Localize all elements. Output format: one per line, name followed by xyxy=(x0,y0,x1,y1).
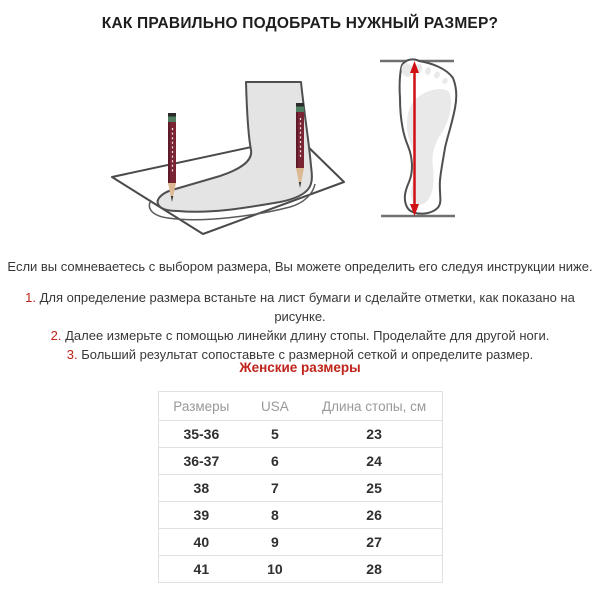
intro-text: Если вы сомневаетесь с выбором размера, Вы можете определить его следуя инструкции ниже. xyxy=(7,259,593,274)
table-row xyxy=(159,529,443,556)
cell-size: 40 xyxy=(159,529,244,556)
instruction-number: 2. xyxy=(50,328,62,343)
cell-size: 41 xyxy=(159,556,244,583)
cell-usa: 9 xyxy=(244,529,306,556)
cell-foot-length: 26 xyxy=(306,502,442,529)
footprint-diagram xyxy=(380,59,456,216)
cell-foot-length: 25 xyxy=(306,475,442,502)
measurement-illustration-svg xyxy=(50,42,550,252)
column-header-foot-length: Длина стопы, см xyxy=(322,398,427,414)
instructions-list xyxy=(0,288,600,364)
page-title: КАК ПРАВИЛЬНО ПОДОБРАТЬ НУЖНЫЙ РАЗМЕР? xyxy=(101,15,499,32)
cell-usa: 6 xyxy=(244,448,306,475)
cell-usa: 8 xyxy=(244,502,306,529)
cell-usa: 7 xyxy=(244,475,306,502)
column-header-sizes: Размеры xyxy=(173,398,230,414)
cell-usa: 5 xyxy=(244,421,306,448)
measurement-illustration xyxy=(50,42,550,252)
table-row xyxy=(159,556,443,583)
cell-size: 35-36 xyxy=(159,421,244,448)
instruction-item-1 xyxy=(0,288,600,326)
table-row xyxy=(159,475,443,502)
table-row xyxy=(159,502,443,529)
column-header-usa: USA xyxy=(261,398,289,414)
table-row xyxy=(159,421,443,448)
instruction-text: Больший результат сопоставьте с размерной сеткой и определите размер. xyxy=(81,347,534,362)
size-table-header-row xyxy=(159,392,443,421)
instruction-number: 3. xyxy=(66,347,78,362)
cell-size: 36-37 xyxy=(159,448,244,475)
cell-size: 38 xyxy=(159,475,244,502)
women-sizes-heading: Женские размеры xyxy=(239,360,361,375)
table-row xyxy=(159,448,443,475)
left-pencil-icon xyxy=(168,113,176,202)
instruction-text: Для определение размера встаньте на лист бумаги и сделайте отметки, как показано на рисунке. xyxy=(39,290,575,324)
instruction-number: 1. xyxy=(25,290,36,305)
instruction-item-2 xyxy=(0,326,600,345)
cell-foot-length: 24 xyxy=(306,448,442,475)
cell-size: 39 xyxy=(159,502,244,529)
foot-side-view xyxy=(158,82,312,212)
cell-foot-length: 28 xyxy=(306,556,442,583)
cell-foot-length: 27 xyxy=(306,529,442,556)
cell-usa: 10 xyxy=(244,556,306,583)
instruction-text: Далее измерьте с помощью линейки длину стопы. Проделайте для другой ноги. xyxy=(65,328,550,343)
size-table xyxy=(158,391,443,583)
cell-foot-length: 23 xyxy=(306,421,442,448)
